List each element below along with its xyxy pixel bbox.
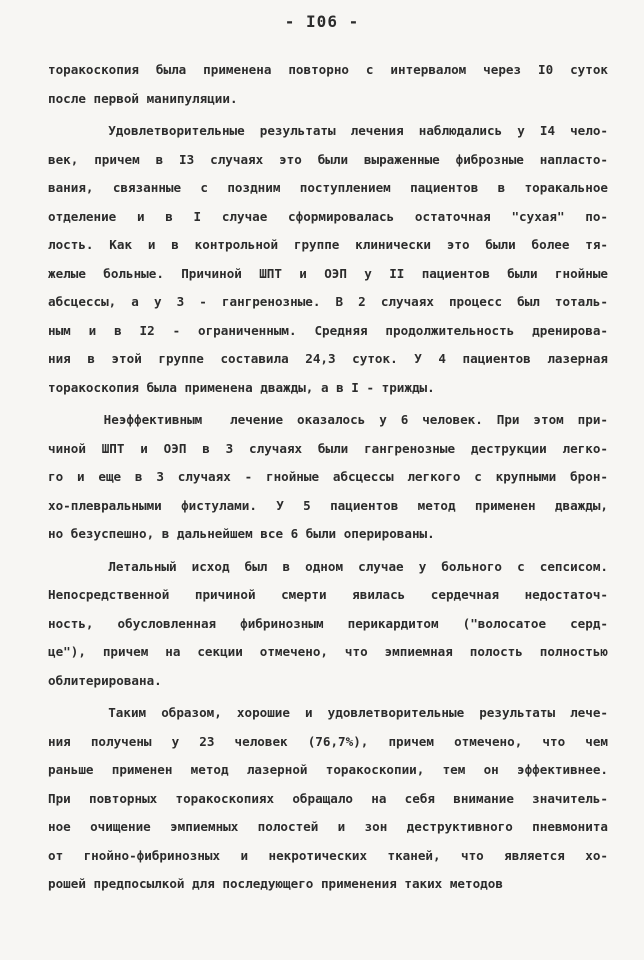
text-line: после первой манипуляции. xyxy=(48,90,238,106)
document-body xyxy=(48,56,608,899)
text-line: Летальный исход был в одном случае у больного с сепсисом. xyxy=(48,558,608,574)
text-line: ным и в I2 - ограниченным. Средняя продолжительность дренирова- xyxy=(48,322,608,338)
page-number: - I06 - xyxy=(284,12,360,31)
text-line: рошей предпосылкой для последующего применения таких методов xyxy=(48,876,503,891)
text-line: це"), причем на секции отмечено, что эмпиемная полость полностью xyxy=(48,644,608,659)
text-line: торакоскопия была применена дважды, а в I - трижды. xyxy=(48,379,435,395)
text-line: абсцессы, а у 3 - гангренозные. В 2 случаях процесс был тоталь- xyxy=(48,294,608,309)
paragraph xyxy=(48,117,608,402)
text-line: ния получены у 23 человек (76,7%), причем отмечено, что чем xyxy=(48,733,608,749)
text-line: Таким образом, хорошие и удовлетворительные результаты лече- xyxy=(48,705,608,720)
paragraph xyxy=(48,56,608,113)
text-line: Удовлетворительные результаты лечения наблюдались у I4 чело- xyxy=(48,123,608,138)
text-line: вания, связанные с поздним поступлением пациентов в торакальное xyxy=(48,180,608,195)
text-line: торакоскопия была применена повторно с интервалом через I0 суток xyxy=(48,62,608,77)
text-line: от гнойно-фибринозных и некротических тканей, что является хо- xyxy=(48,847,608,863)
paragraph xyxy=(48,699,608,899)
text-line: ность, обусловленная фибринозным перикардитом ("волосатое серд- xyxy=(48,615,608,631)
text-line: но безуспешно, в дальнейшем все 6 были оперированы. xyxy=(48,526,435,541)
text-line: раньше применен метод лазерной торакоскопии, тем он эффективнее. xyxy=(48,762,608,777)
text-line: чиной ШПТ и ОЭП в 3 случаях были гангренозные деструкции легко- xyxy=(48,440,608,456)
paragraph xyxy=(48,406,608,549)
text-line: Непосредственной причиной смерти явилась сердечная недостаточ- xyxy=(48,587,608,602)
text-line: Неэффективным лечение оказалось у 6 человек. При этом при- xyxy=(48,412,608,427)
text-line: ное очищение эмпиемных полостей и зон деструктивного пневмонита xyxy=(48,819,608,834)
text-line: век, причем в I3 случаях это были выраженные фиброзные напласто- xyxy=(48,151,608,167)
text-line: го и еще в 3 случаях - гнойные абсцессы легкого с крупными брон- xyxy=(48,469,608,484)
paragraph xyxy=(48,553,608,696)
text-line: отделение и в I случае сформировалась остаточная "сухая" по- xyxy=(48,208,608,224)
text-line: облитерирована. xyxy=(48,672,162,688)
text-line: ния в этой группе составила 24,3 суток. У 4 пациентов лазерная xyxy=(48,351,608,366)
text-line: лость. Как и в контрольной группе клинически это были более тя- xyxy=(48,237,608,252)
text-line: хо-плевральными фистулами. У 5 пациентов метод применен дважды, xyxy=(48,497,608,513)
text-line: При повторных торакоскопиях обращало на себя внимание значитель- xyxy=(48,790,608,806)
text-line: желые больные. Причиной ШПТ и ОЭП у II пациентов были гнойные xyxy=(48,265,608,281)
